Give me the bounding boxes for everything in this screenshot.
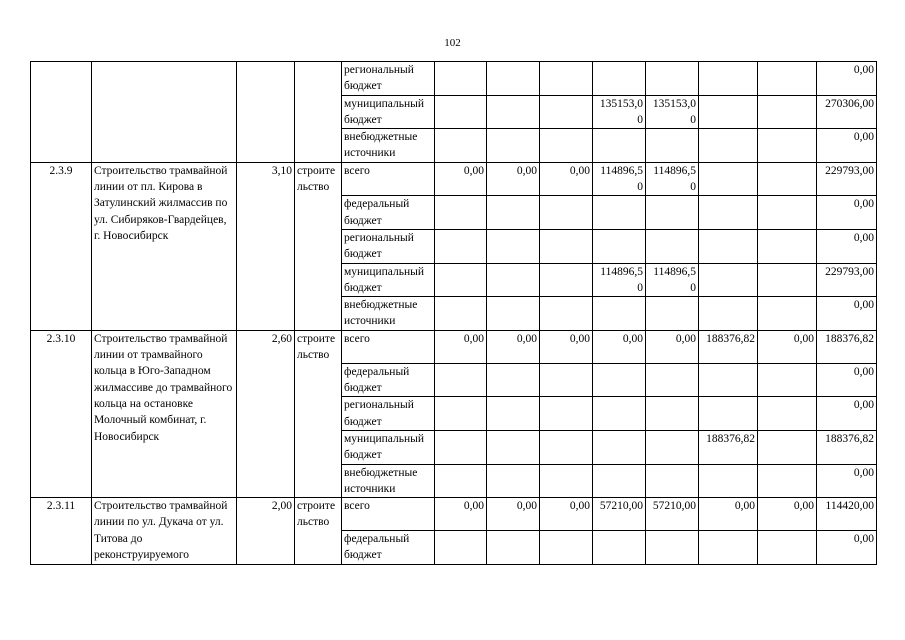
item-type xyxy=(295,498,342,565)
page-number: 102 xyxy=(444,37,461,49)
value-cell xyxy=(699,531,758,565)
item-length: 2,00 xyxy=(237,498,295,565)
value-cell xyxy=(646,430,699,464)
value-cell: 0,00 xyxy=(699,498,758,531)
source-cell: муниципальный бюджет xyxy=(342,263,435,297)
value-cell xyxy=(435,363,487,397)
value-cell xyxy=(593,297,646,331)
num-cell xyxy=(31,62,92,163)
value-cell xyxy=(435,531,487,565)
value-cell xyxy=(593,62,646,96)
value-cell: 0,00 xyxy=(540,498,593,531)
value-cell: 0,00 xyxy=(435,498,487,531)
value-cell: 114896,50 xyxy=(593,263,646,297)
value-cell xyxy=(758,397,817,431)
item-length: 3,10 xyxy=(237,162,295,330)
value-cell xyxy=(646,62,699,96)
value-cell xyxy=(646,229,699,263)
value-cell xyxy=(487,196,540,230)
value-cell: 0,00 xyxy=(646,330,699,363)
value-cell xyxy=(646,363,699,397)
value-cell xyxy=(646,464,699,498)
item-type-text: строительство xyxy=(297,164,336,194)
source-cell: муниципальный бюджет xyxy=(342,430,435,464)
value-cell: 0,00 xyxy=(487,162,540,196)
value-cell xyxy=(593,229,646,263)
source-cell: федеральный бюджет xyxy=(342,196,435,230)
value-cell xyxy=(646,397,699,431)
value-cell: 270306,00 xyxy=(817,95,877,129)
value-cell: 188376,82 xyxy=(817,330,877,363)
value-cell: 0,00 xyxy=(817,297,877,331)
value-cell xyxy=(758,430,817,464)
source-cell: внебюджетные источники xyxy=(342,464,435,498)
value-cell xyxy=(435,430,487,464)
value-cell: 135153,00 xyxy=(646,95,699,129)
value-cell: 0,00 xyxy=(540,330,593,363)
value-cell xyxy=(540,263,593,297)
budget-table xyxy=(30,61,877,565)
value-cell xyxy=(540,531,593,565)
value-cell: 229793,00 xyxy=(817,263,877,297)
table-row xyxy=(31,162,877,196)
value-cell: 0,00 xyxy=(487,330,540,363)
item-type xyxy=(295,162,342,330)
item-type-text: строительство xyxy=(297,500,336,529)
value-cell xyxy=(435,263,487,297)
value-cell xyxy=(758,162,817,196)
value-cell xyxy=(540,62,593,96)
source-cell: региональный бюджет xyxy=(342,229,435,263)
value-cell xyxy=(593,129,646,163)
item-number: 2.3.9 xyxy=(31,162,92,330)
value-cell: 114896,50 xyxy=(593,162,646,196)
value-cell xyxy=(435,196,487,230)
value-cell xyxy=(540,297,593,331)
value-cell: 0,00 xyxy=(758,498,817,531)
value-cell xyxy=(699,464,758,498)
source-cell: муниципальный бюджет xyxy=(342,95,435,129)
value-cell xyxy=(646,129,699,163)
value-cell xyxy=(646,196,699,230)
value-cell xyxy=(540,129,593,163)
type-cell xyxy=(295,62,342,163)
value-cell xyxy=(593,430,646,464)
value-cell xyxy=(487,531,540,565)
value-cell xyxy=(699,196,758,230)
value-cell xyxy=(435,464,487,498)
value-cell xyxy=(758,531,817,565)
value-cell: 114896,50 xyxy=(646,162,699,196)
value-cell xyxy=(540,229,593,263)
value-cell: 188376,82 xyxy=(817,430,877,464)
value-cell xyxy=(758,95,817,129)
value-cell xyxy=(758,263,817,297)
value-cell xyxy=(540,430,593,464)
value-cell: 0,00 xyxy=(817,196,877,230)
item-name: Строительство трамвайной линии от трамвайного кольца в Юго-Западном жилмассиве до трамвайного кольца на остановке Молочный комбинат, г. Новосибирск xyxy=(92,330,237,497)
value-cell xyxy=(758,464,817,498)
value-cell: 57210,00 xyxy=(593,498,646,531)
value-cell: 114896,50 xyxy=(646,263,699,297)
value-cell xyxy=(540,196,593,230)
value-cell xyxy=(435,129,487,163)
value-cell xyxy=(435,229,487,263)
value-cell xyxy=(487,229,540,263)
value-cell xyxy=(593,397,646,431)
value-cell xyxy=(487,363,540,397)
value-cell xyxy=(487,464,540,498)
length-cell xyxy=(237,62,295,163)
value-cell: 0,00 xyxy=(817,363,877,397)
table-row xyxy=(31,498,877,531)
source-cell: внебюджетные источники xyxy=(342,297,435,331)
value-cell xyxy=(435,397,487,431)
value-cell xyxy=(593,196,646,230)
value-cell xyxy=(435,95,487,129)
value-cell xyxy=(646,531,699,565)
value-cell xyxy=(593,531,646,565)
table-row xyxy=(31,62,877,96)
value-cell xyxy=(487,263,540,297)
value-cell: 0,00 xyxy=(817,464,877,498)
value-cell: 188376,82 xyxy=(699,430,758,464)
value-cell xyxy=(540,363,593,397)
value-cell: 114420,00 xyxy=(817,498,877,531)
source-cell: внебюджетные источники xyxy=(342,129,435,163)
value-cell xyxy=(699,229,758,263)
value-cell xyxy=(540,464,593,498)
value-cell xyxy=(699,263,758,297)
value-cell xyxy=(699,62,758,96)
value-cell: 0,00 xyxy=(540,162,593,196)
value-cell xyxy=(758,229,817,263)
value-cell: 0,00 xyxy=(435,330,487,363)
source-cell: всего xyxy=(342,330,435,363)
value-cell: 229793,00 xyxy=(817,162,877,196)
item-number: 2.3.11 xyxy=(31,498,92,565)
value-cell: 0,00 xyxy=(817,62,877,96)
source-cell: федеральный бюджет xyxy=(342,363,435,397)
value-cell xyxy=(758,62,817,96)
value-cell: 0,00 xyxy=(435,162,487,196)
value-cell xyxy=(758,297,817,331)
source-cell: федеральный бюджет xyxy=(342,531,435,565)
name-cell xyxy=(92,62,237,163)
value-cell xyxy=(435,297,487,331)
value-cell xyxy=(699,297,758,331)
value-cell: 0,00 xyxy=(817,397,877,431)
value-cell xyxy=(487,95,540,129)
value-cell xyxy=(758,196,817,230)
value-cell: 0,00 xyxy=(593,330,646,363)
source-cell: всего xyxy=(342,162,435,196)
source-cell: всего xyxy=(342,498,435,531)
table-row xyxy=(31,330,877,363)
value-cell xyxy=(487,62,540,96)
value-cell: 135153,00 xyxy=(593,95,646,129)
value-cell xyxy=(699,397,758,431)
source-cell: региональный бюджет xyxy=(342,397,435,431)
value-cell xyxy=(540,95,593,129)
value-cell xyxy=(593,363,646,397)
value-cell xyxy=(646,297,699,331)
item-name: Строительство трамвайной линии от пл. Кирова в Затулинский жилмассив по ул. Сибиряков-Гвардейцев, г. Новосибирск xyxy=(92,162,237,330)
value-cell xyxy=(487,297,540,331)
value-cell: 0,00 xyxy=(817,129,877,163)
item-number: 2.3.10 xyxy=(31,330,92,497)
value-cell xyxy=(435,62,487,96)
value-cell: 0,00 xyxy=(758,330,817,363)
value-cell xyxy=(699,162,758,196)
source-cell: региональный бюджет xyxy=(342,62,435,96)
value-cell: 0,00 xyxy=(817,531,877,565)
item-type xyxy=(295,330,342,497)
value-cell: 0,00 xyxy=(817,229,877,263)
value-cell xyxy=(593,464,646,498)
item-type-text: строительство xyxy=(297,332,336,362)
value-cell xyxy=(487,397,540,431)
value-cell: 57210,00 xyxy=(646,498,699,531)
value-cell xyxy=(487,430,540,464)
value-cell: 0,00 xyxy=(487,498,540,531)
value-cell xyxy=(699,129,758,163)
value-cell xyxy=(699,95,758,129)
item-name: Строительство трамвайной линии по ул. Дукача от ул. Титова до реконструируемого xyxy=(92,498,237,565)
value-cell xyxy=(758,363,817,397)
item-length: 2,60 xyxy=(237,330,295,497)
value-cell: 188376,82 xyxy=(699,330,758,363)
value-cell xyxy=(540,397,593,431)
value-cell xyxy=(487,129,540,163)
value-cell xyxy=(758,129,817,163)
value-cell xyxy=(699,363,758,397)
